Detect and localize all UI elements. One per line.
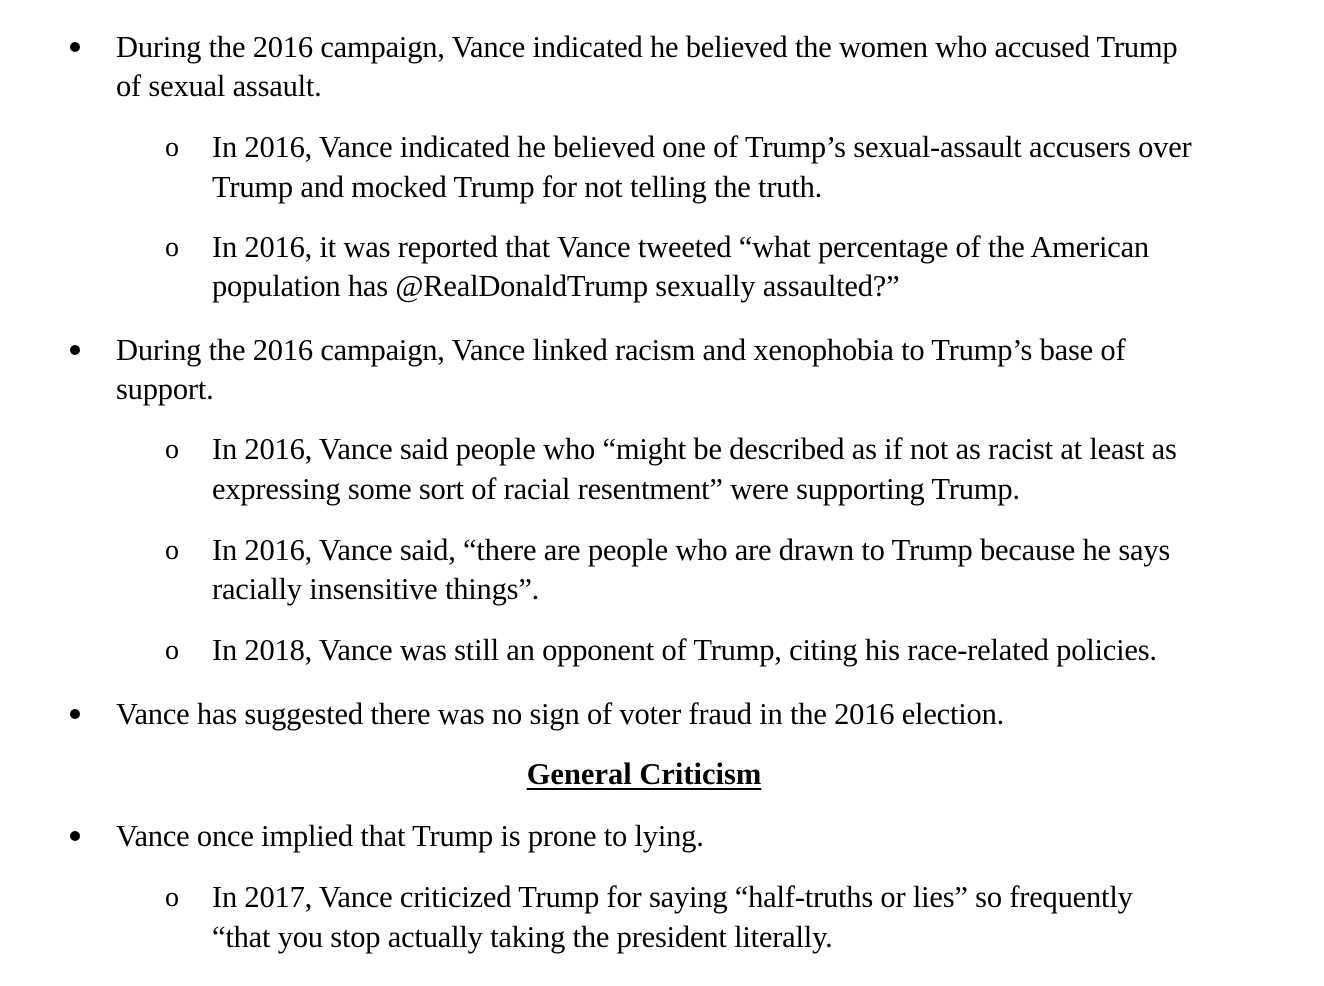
bullet-marker (70, 709, 80, 719)
sub-bullet-2-2-line-1: In 2016, Vance said, “there are people who are drawn to Trump because he says (212, 533, 1171, 567)
sub-bullet-2-3-line-1: In 2018, Vance was still an opponent of Trump, citing his race-related policies. (212, 633, 1157, 667)
bullet-1-line-2: of sexual assault. (116, 69, 322, 103)
sub-bullet-1-2-line-1: In 2016, it was reported that Vance tweeted “what percentage of the American (212, 230, 1149, 264)
sub-bullet-1-1-line-2: Trump and mocked Trump for not telling the truth. (212, 170, 823, 204)
sub-bullet-marker: o (165, 535, 179, 566)
section-sub-bullet-1-1-line-1: In 2017, Vance criticized Trump for saying “half-truths or lies” so frequently (212, 880, 1133, 914)
sub-bullet-2-1-line-2: expressing some sort of racial resentment” were supporting Trump. (212, 472, 1020, 506)
bullet-2-line-1: During the 2016 campaign, Vance linked racism and xenophobia to Trump’s base of (116, 333, 1126, 367)
sub-bullet-1-1-line-1: In 2016, Vance indicated he believed one of Trump’s sexual-assault accusers over (212, 130, 1192, 164)
sub-bullet-marker: o (165, 882, 179, 913)
sub-bullet-2-2-line-2: racially insensitive things”. (212, 572, 540, 606)
bullet-1-line-1: During the 2016 campaign, Vance indicated he believed the women who accused Trump (116, 30, 1178, 64)
section-heading: General Criticism (526, 757, 762, 791)
sub-bullet-marker: o (165, 132, 179, 163)
bullet-marker (70, 42, 80, 52)
sub-bullet-marker: o (165, 635, 179, 666)
sub-bullet-1-2-line-2: population has @RealDonaldTrump sexually assaulted?” (212, 269, 900, 303)
bullet-3-line-1: Vance has suggested there was no sign of voter fraud in the 2016 election. (116, 697, 1005, 731)
sub-bullet-marker: o (165, 232, 179, 263)
bullet-marker (70, 831, 80, 841)
sub-bullet-2-1-line-1: In 2016, Vance said people who “might be described as if not as racist at least as (212, 432, 1177, 466)
sub-bullet-marker: o (165, 434, 179, 465)
section-sub-bullet-1-1-line-2: “that you stop actually taking the president literally. (212, 920, 833, 954)
section-bullet-1-line-1: Vance once implied that Trump is prone to lying. (116, 819, 704, 853)
bullet-2-line-2: support. (116, 372, 214, 406)
bullet-marker (70, 345, 80, 355)
